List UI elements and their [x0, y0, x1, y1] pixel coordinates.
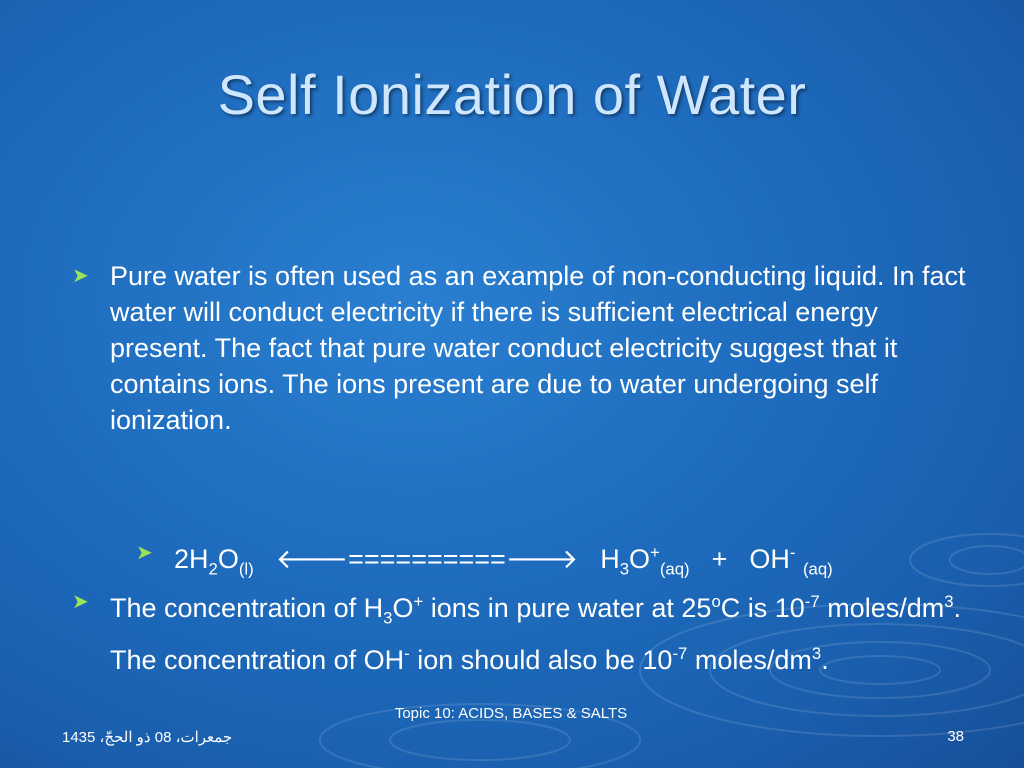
equilibrium-arrow: 🡐==========🡒: [275, 544, 579, 574]
bullet-item-1: [72, 258, 972, 438]
slide-title: Self Ionization of Water: [217, 63, 807, 126]
equation-plus: +: [711, 544, 728, 574]
text-run: C is 10: [720, 593, 805, 623]
text-run: . The concentration of OH: [110, 593, 962, 676]
equation-product-1-o: O: [629, 544, 651, 574]
bullet-item-2: [72, 584, 972, 678]
superscript: 3: [944, 592, 954, 611]
equation-text: [136, 543, 833, 579]
text-run: The concentration of H: [110, 593, 384, 623]
equation-subscript: 3: [619, 559, 630, 579]
superscript: -7: [804, 592, 820, 611]
footer-date: جمعرات، 08 ذو الحجّ، 1435: [62, 729, 233, 746]
equation-reactant: 2H: [174, 544, 209, 574]
bullet-arrow-icon: ➤: [136, 542, 153, 564]
superscript: +: [413, 592, 424, 611]
equation-charge: -: [789, 543, 796, 562]
bullet-item-2-inner: [72, 584, 972, 678]
equation-reactant-o: O: [217, 544, 239, 574]
text-run: O: [392, 593, 414, 623]
superscript: -7: [672, 644, 688, 664]
text-run: ion should also be 10: [409, 645, 673, 676]
bullet-2-text: [110, 593, 961, 675]
bullet-arrow-icon: ➤: [72, 591, 89, 613]
superscript: -: [404, 644, 410, 664]
equation-subscript: 2: [208, 559, 218, 579]
equation-product-2: OH: [749, 544, 790, 574]
superscript: o: [711, 592, 721, 611]
equation-state: (l): [238, 559, 254, 579]
subscript: 3: [383, 608, 393, 628]
superscript: 3: [811, 644, 822, 664]
text-run: ions in pure water at 25: [423, 593, 712, 623]
bullet-1-text: Pure water is often used as an example of non-conducting liquid. In fact water will conduct electricity if there is sufficient electrical energy present. The fact that pure water conduct electricity suggest that it contains ions. The ions present are due to water undergoing self ionization.: [110, 261, 966, 435]
text-run: moles/dm: [687, 645, 812, 676]
equation-charge: +: [650, 543, 660, 562]
bullet-arrow-icon: ➤: [72, 265, 89, 287]
equation-product-1: H: [600, 544, 620, 574]
text-run: moles/dm: [819, 593, 945, 623]
equation-state: (aq): [659, 559, 690, 579]
slide-number: 38: [947, 728, 964, 745]
text-run: .: [821, 645, 829, 676]
ionization-equation: [136, 535, 833, 587]
bullet-list: [72, 258, 972, 438]
equation-state: (aq): [802, 559, 833, 579]
footer-topic: Topic 10: ACIDS, BASES & SALTS: [394, 705, 628, 722]
